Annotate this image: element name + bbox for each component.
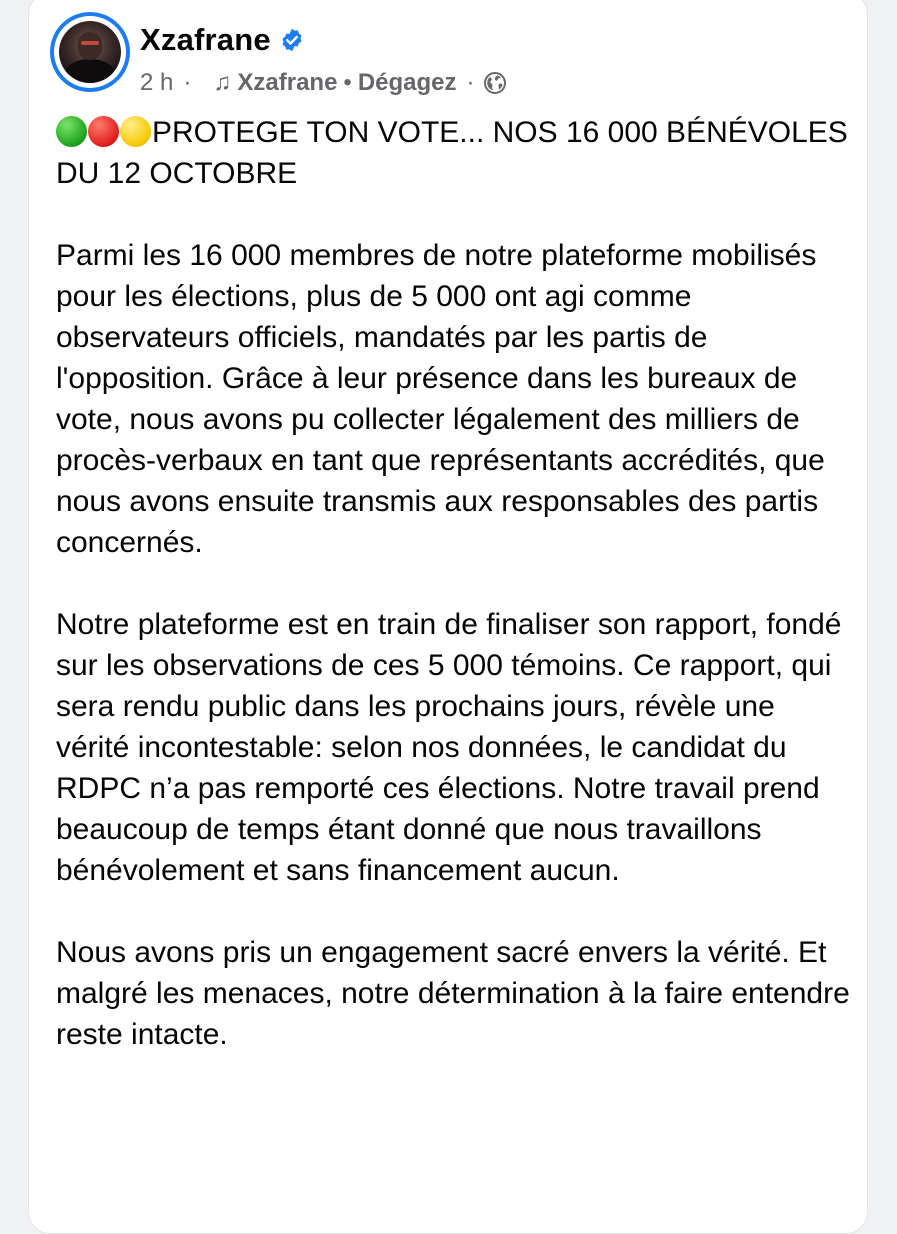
author-avatar[interactable] [54, 16, 126, 88]
avatar-image [59, 21, 121, 83]
post-paragraph-1: Parmi les 16 000 membres de notre plateforme mobilisés pour les élections, plus de 5 000 ont agi comme observateurs officiels, mandatés par les partis de l'opposition. Grâce à leur présence dans les bureaux de vote, nous avons pu collecter légalement des milliers de procès-verbaux en tant que représentants accrédités, que nous avons ensuite transmis aux responsables des partis concernés. [56, 239, 825, 559]
post-title-text: PROTEGE TON VOTE... NOS 16 000 BÉNÉVOLES DU 12 OCTOBRE [56, 116, 848, 190]
music-note-icon: ♫ [213, 69, 232, 96]
author-row [140, 20, 305, 60]
verified-badge-icon [279, 27, 305, 53]
post-body [56, 112, 856, 1096]
author-name[interactable]: Xzafrane [140, 22, 271, 57]
globe-icon[interactable] [483, 71, 507, 95]
post-meta [140, 66, 507, 100]
meta-dot: · [183, 69, 192, 96]
music-artist[interactable]: Xzafrane [237, 69, 338, 96]
red-circle-icon [88, 116, 119, 147]
post-header [54, 16, 854, 116]
post-time[interactable]: 2 h [140, 69, 174, 96]
post-paragraph-3: Nous avons pris un engagement sacré envers la vérité. Et malgré les menaces, notre détermination à la faire entendre reste intacte. [56, 936, 850, 1051]
music-song[interactable]: Dégagez [357, 69, 457, 96]
meta-dot-2: · [466, 69, 475, 96]
yellow-circle-icon [120, 116, 151, 147]
post-title [56, 112, 856, 194]
post-paragraph-2: Notre plateforme est en train de finaliser son rapport, fondé sur les observations de ces 5 000 témoins. Ce rapport, qui sera rendu public dans les prochains jours, révèle une vérité incontestable: selon nos données, le candidat du RDPC n’a pas remporté ces élections. Notre travail prend beaucoup de temps étant donné que nous travaillons bénévolement et sans financement aucun. [56, 608, 842, 887]
green-circle-icon [56, 116, 87, 147]
music-separator: • [343, 69, 352, 96]
